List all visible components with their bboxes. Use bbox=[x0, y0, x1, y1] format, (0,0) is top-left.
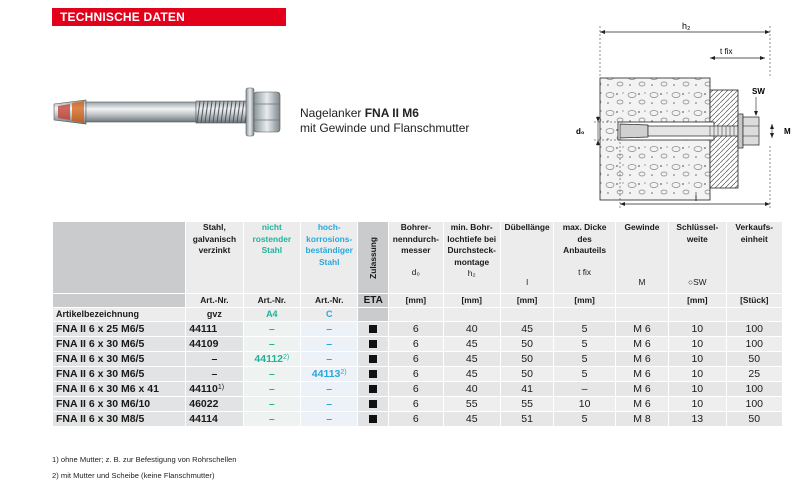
header-bohrer: Bohrer- nenndurch- messer d₀ bbox=[389, 222, 443, 294]
symbol-l: l bbox=[526, 276, 529, 287]
eta-square-icon bbox=[369, 355, 377, 363]
value-l: 51 bbox=[500, 412, 553, 427]
eta-mark bbox=[358, 322, 389, 337]
value-l: 50 bbox=[500, 352, 553, 367]
value-unit: 100 bbox=[726, 322, 782, 337]
header-min-bohrloch: min. Bohr- lochtiefe bei Durchsteck- montage h₂ bbox=[443, 222, 500, 294]
table-row bbox=[53, 412, 783, 427]
eta-square-icon bbox=[369, 340, 377, 348]
value-d0: 6 bbox=[389, 352, 443, 367]
table-row bbox=[53, 322, 783, 337]
art-nr-gvz: 44111 bbox=[186, 322, 243, 337]
art-nr-a4: 44112$^{2)}$ bbox=[243, 352, 300, 367]
header-max-dicke: max. Dicke des Anbauteils t fix bbox=[554, 222, 615, 294]
eta-mark bbox=[358, 382, 389, 397]
art-nr-c: – bbox=[301, 397, 358, 412]
symbol-sw: ○SW bbox=[688, 277, 707, 287]
unit-stueck: [Stück] bbox=[726, 294, 782, 308]
table-header-row bbox=[53, 222, 783, 294]
value-d0: 6 bbox=[389, 337, 443, 352]
value-l: 50 bbox=[500, 367, 553, 382]
product-caption bbox=[300, 106, 469, 136]
eta-square-icon bbox=[369, 370, 377, 378]
dim-d0-label: d₀ bbox=[576, 127, 585, 136]
eta-square-icon bbox=[369, 415, 377, 423]
value-h2: 45 bbox=[443, 412, 500, 427]
header-nicht-rostend: nicht rostender Stahl bbox=[243, 222, 300, 294]
value-h2: 45 bbox=[443, 367, 500, 382]
dim-tfix-label: t fix bbox=[720, 47, 733, 56]
art-nr-c: – bbox=[301, 322, 358, 337]
value-l: 55 bbox=[500, 397, 553, 412]
material-a4: A4 bbox=[243, 308, 300, 322]
header-duebellaenge: Dübellänge l bbox=[500, 222, 553, 294]
art-nr-gvz: 44109 bbox=[186, 337, 243, 352]
value-d0: 6 bbox=[389, 397, 443, 412]
table-row bbox=[53, 397, 783, 412]
value-tfix: 10 bbox=[554, 397, 615, 412]
art-nr-gvz: – bbox=[186, 352, 243, 367]
footnote-1: 1) ohne Mutter; z. B. zur Befestigung von Rohrschellen bbox=[52, 455, 237, 464]
unit-mm-h2: [mm] bbox=[443, 294, 500, 308]
value-tfix: 5 bbox=[554, 322, 615, 337]
eta-square-icon bbox=[369, 385, 377, 393]
art-nr-gvz: 44110$^{1)}$ bbox=[186, 382, 243, 397]
value-unit: 100 bbox=[726, 337, 782, 352]
symbol-d0: d₀ bbox=[411, 266, 420, 277]
header-gewinde: Gewinde M bbox=[615, 222, 668, 294]
installation-diagram bbox=[560, 18, 796, 218]
article-name: FNA II 6 x 30 M8/5 bbox=[53, 412, 186, 427]
article-name: FNA II 6 x 25 M6/5 bbox=[53, 322, 186, 337]
dim-h2-label: h₂ bbox=[682, 21, 691, 31]
table-row bbox=[53, 367, 783, 382]
value-d0: 6 bbox=[389, 412, 443, 427]
value-sw: 10 bbox=[669, 367, 726, 382]
art-nr-a4: – bbox=[243, 412, 300, 427]
material-c: C bbox=[301, 308, 358, 322]
value-tfix: 5 bbox=[554, 337, 615, 352]
header-stahl: Stahl, galvanisch verzinkt bbox=[186, 222, 243, 294]
unit-eta: ETA bbox=[358, 294, 389, 308]
value-h2: 45 bbox=[443, 352, 500, 367]
art-nr-c: – bbox=[301, 337, 358, 352]
article-name: FNA II 6 x 30 M6/5 bbox=[53, 352, 186, 367]
value-d0: 6 bbox=[389, 367, 443, 382]
value-unit: 100 bbox=[726, 397, 782, 412]
art-nr-a4: – bbox=[243, 367, 300, 382]
value-h2: 40 bbox=[443, 322, 500, 337]
art-nr-a4: – bbox=[243, 322, 300, 337]
value-m: M 6 bbox=[615, 382, 668, 397]
value-m: M 6 bbox=[615, 337, 668, 352]
material-gvz: gvz bbox=[186, 308, 243, 322]
value-h2: 45 bbox=[443, 337, 500, 352]
anchor-bolt-image bbox=[46, 82, 296, 142]
table-row bbox=[53, 352, 783, 367]
value-h2: 40 bbox=[443, 382, 500, 397]
eta-mark bbox=[358, 352, 389, 367]
product-name: FNA II M6 bbox=[364, 106, 419, 120]
unit-artnr-a4: Art.-Nr. bbox=[243, 294, 300, 308]
unit-artnr-c: Art.-Nr. bbox=[301, 294, 358, 308]
article-name: FNA II 6 x 30 M6/10 bbox=[53, 397, 186, 412]
footnote-2: 2) mit Mutter und Scheibe (keine Flanschmutter) bbox=[52, 471, 215, 480]
article-name: FNA II 6 x 30 M6/5 bbox=[53, 367, 186, 382]
symbol-tfix: t fix bbox=[578, 266, 592, 277]
dim-l-label: l bbox=[695, 193, 697, 203]
product-name-prefix: Nagelanker bbox=[300, 106, 365, 120]
eta-square-icon bbox=[369, 325, 377, 333]
unit-mm-tfix: [mm] bbox=[554, 294, 615, 308]
value-tfix: 5 bbox=[554, 412, 615, 427]
unit-mm-d0: [mm] bbox=[389, 294, 443, 308]
art-nr-a4: – bbox=[243, 382, 300, 397]
technical-data-table bbox=[52, 221, 783, 427]
art-nr-gvz: 44114 bbox=[186, 412, 243, 427]
value-sw: 13 bbox=[669, 412, 726, 427]
product-description: mit Gewinde und Flanschmutter bbox=[300, 121, 470, 135]
value-unit: 25 bbox=[726, 367, 782, 382]
footnotes bbox=[52, 452, 236, 484]
dim-sw-label: SW bbox=[752, 87, 765, 96]
eta-mark bbox=[358, 397, 389, 412]
value-m: M 6 bbox=[615, 322, 668, 337]
art-nr-a4: – bbox=[243, 397, 300, 412]
value-sw: 10 bbox=[669, 382, 726, 397]
value-sw: 10 bbox=[669, 397, 726, 412]
value-unit: 50 bbox=[726, 352, 782, 367]
eta-mark bbox=[358, 367, 389, 382]
eta-mark bbox=[358, 412, 389, 427]
header-verkaufseinheit: Verkaufs- einheit bbox=[726, 222, 782, 294]
value-m: M 6 bbox=[615, 397, 668, 412]
header-hochkorrosion: hoch- korrosions- beständiger Stahl bbox=[301, 222, 358, 294]
table-unit-row bbox=[53, 294, 783, 308]
dim-m-label: M bbox=[784, 127, 791, 136]
article-label: Artikelbezeichnung bbox=[53, 308, 186, 322]
art-nr-gvz: 46022 bbox=[186, 397, 243, 412]
header-zulassung: Zulassung bbox=[358, 222, 389, 294]
art-nr-a4: – bbox=[243, 337, 300, 352]
art-nr-c: – bbox=[301, 412, 358, 427]
article-name: FNA II 6 x 30 M6 x 41 bbox=[53, 382, 186, 397]
value-l: 50 bbox=[500, 337, 553, 352]
value-tfix: 5 bbox=[554, 367, 615, 382]
article-label-row bbox=[53, 308, 783, 322]
value-h2: 55 bbox=[443, 397, 500, 412]
value-l: 45 bbox=[500, 322, 553, 337]
value-sw: 10 bbox=[669, 322, 726, 337]
unit-mm-l: [mm] bbox=[500, 294, 553, 308]
unit-artnr-gvz: Art.-Nr. bbox=[186, 294, 243, 308]
header-blank bbox=[53, 222, 186, 294]
eta-square-icon bbox=[369, 400, 377, 408]
header-schluesselweite: Schlüssel- weite ○SW bbox=[669, 222, 726, 294]
value-m: M 8 bbox=[615, 412, 668, 427]
symbol-h2: h₂ bbox=[467, 268, 476, 278]
value-tfix: 5 bbox=[554, 352, 615, 367]
value-m: M 6 bbox=[615, 352, 668, 367]
table-row bbox=[53, 337, 783, 352]
section-title: TECHNISCHE DATEN bbox=[52, 8, 286, 26]
art-nr-c: – bbox=[301, 382, 358, 397]
value-unit: 50 bbox=[726, 412, 782, 427]
value-l: 41 bbox=[500, 382, 553, 397]
value-d0: 6 bbox=[389, 322, 443, 337]
art-nr-gvz: – bbox=[186, 367, 243, 382]
symbol-m: M bbox=[638, 276, 646, 287]
table-row bbox=[53, 382, 783, 397]
value-d0: 6 bbox=[389, 382, 443, 397]
value-sw: 10 bbox=[669, 337, 726, 352]
art-nr-c: – bbox=[301, 352, 358, 367]
eta-mark bbox=[358, 337, 389, 352]
unit-mm-sw: [mm] bbox=[669, 294, 726, 308]
value-tfix: – bbox=[554, 382, 615, 397]
value-sw: 10 bbox=[669, 352, 726, 367]
value-unit: 100 bbox=[726, 382, 782, 397]
article-name: FNA II 6 x 30 M6/5 bbox=[53, 337, 186, 352]
value-m: M 6 bbox=[615, 367, 668, 382]
art-nr-c: 44113$^{2)}$ bbox=[301, 367, 358, 382]
